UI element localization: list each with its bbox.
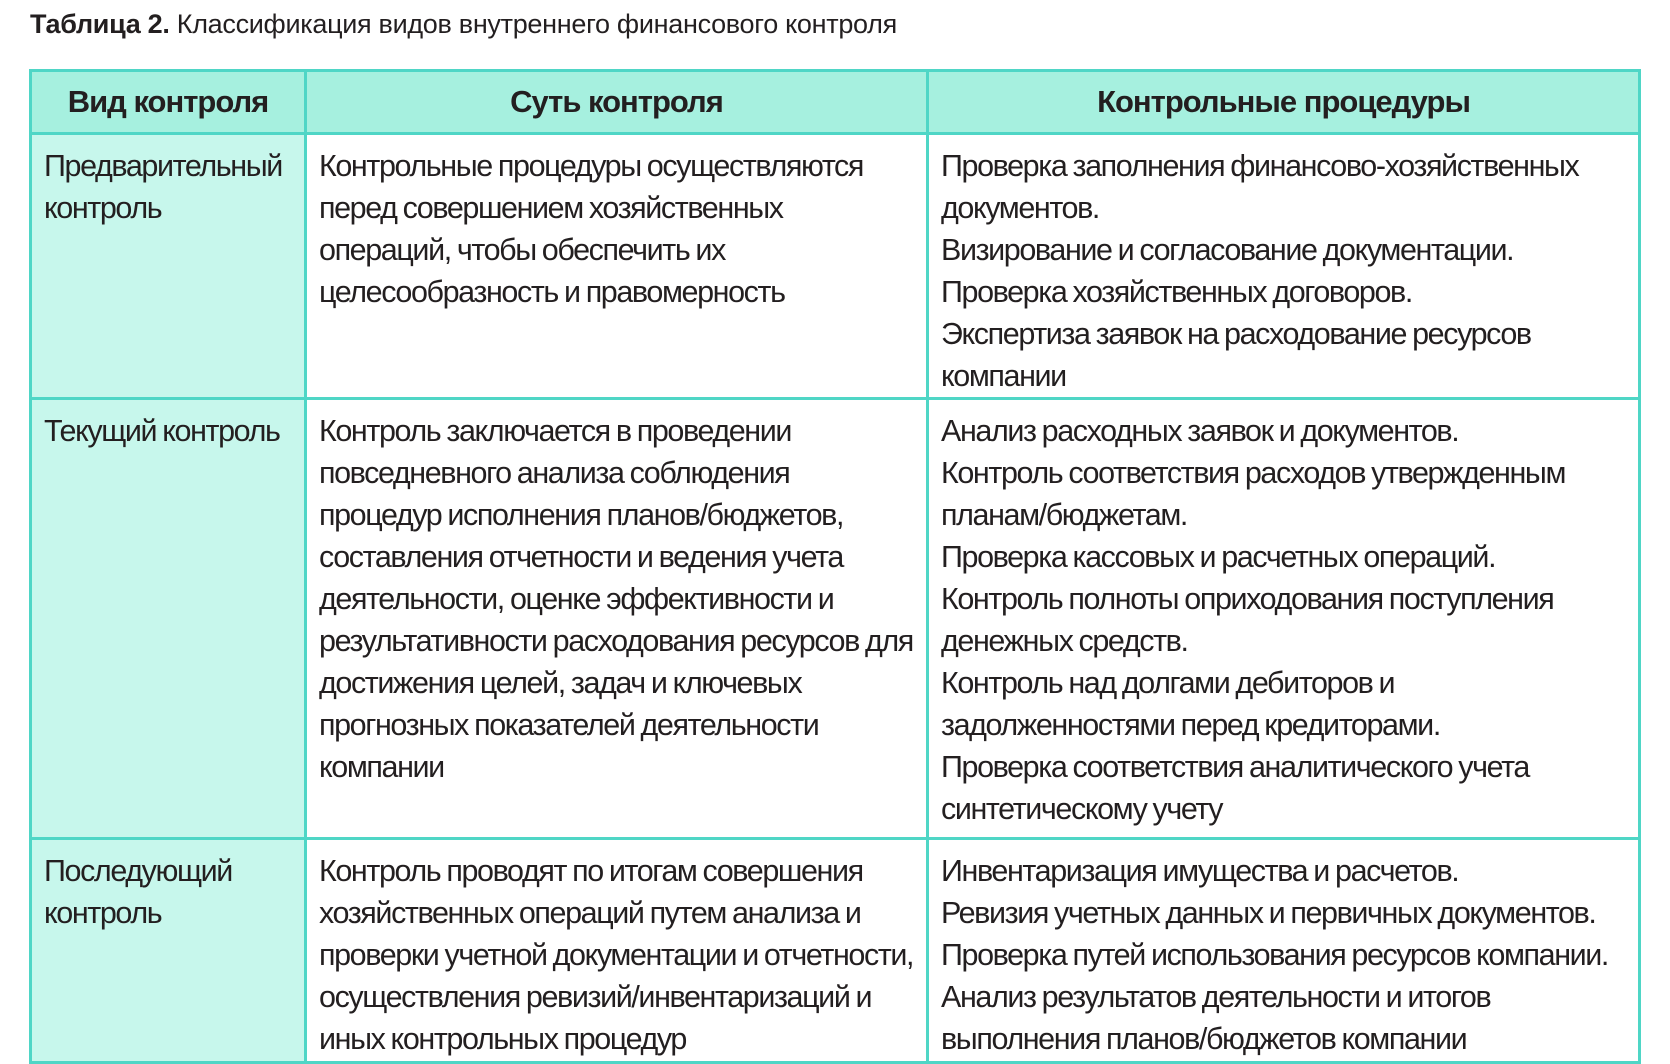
control-type-cell (31, 399, 306, 839)
procedure-item: Контроль над долгами дебиторов и задолженностями перед кредиторами. (941, 666, 1440, 742)
procedures-list (929, 840, 1638, 1060)
control-type-text: Предварительный контроль (44, 149, 282, 225)
procedure-item: Контроль полноты оприходования поступления денежных средств. (941, 582, 1554, 658)
header-control-procedures: Контрольные процедуры (928, 71, 1640, 134)
procedure-item: Проверка кассовых и расчетных операций. (941, 540, 1496, 574)
header-control-essence: Суть контроля (306, 71, 928, 134)
procedure-item: Экспертиза заявок на расходование ресурсов компании (941, 317, 1531, 393)
procedure-item: Визирование и согласование документации. (941, 233, 1514, 267)
procedure-item: Проверка путей использования ресурсов компании. (941, 938, 1608, 972)
control-type-text: Текущий контроль (44, 414, 280, 448)
control-type-text: Последующий контроль (44, 854, 232, 930)
procedure-item: Контроль соответствия расходов утвержденным планам/бюджетам. (941, 456, 1566, 532)
control-type-cell (31, 134, 306, 399)
procedure-item: Инвентаризация имущества и расчетов. (941, 854, 1459, 888)
control-procedures-cell (928, 134, 1640, 399)
table-row (31, 399, 1640, 839)
control-procedures-cell (928, 839, 1640, 1063)
procedure-item: Анализ результатов деятельности и итогов выполнения планов/бюджетов компании (941, 980, 1491, 1056)
procedures-list (929, 135, 1638, 397)
control-type-cell (31, 839, 306, 1063)
procedure-item: Проверка соответствия аналитического учета синтетическому учету (941, 750, 1529, 826)
control-essence-cell (306, 134, 928, 399)
table-caption-text: Классификация видов внутреннего финансового контроля (169, 9, 897, 39)
table-row (31, 134, 1640, 399)
procedure-item: Проверка хозяйственных договоров. (941, 275, 1412, 309)
control-essence-text: Контрольные процедуры осуществляются перед совершением хозяйственных операций, чтобы обеспечить их целесообразность и правомерность (319, 149, 864, 309)
table-caption-label: Таблица 2. (30, 9, 170, 39)
procedures-list (929, 400, 1638, 830)
control-essence-text: Контроль проводят по итогам совершения хозяйственных операций путем анализа и проверки учетной документации и отчетности, осуществления ревизий/инвентаризаций и иных контрольных процедур (319, 854, 914, 1056)
control-essence-text: Контроль заключается в проведении повседневного анализа соблюдения процедур исполнения планов/бюджетов, составления отчетности и ведения учета деятельности, оценке эффективности и результативности расходования ресурсов для достижения целей, задач и ключевых прогнозных показателей деятельности компании (319, 414, 913, 784)
table-header-row (31, 71, 1640, 134)
procedure-item: Ревизия учетных данных и первичных документов. (941, 896, 1596, 930)
procedure-item: Анализ расходных заявок и документов. (941, 414, 1459, 448)
header-control-type: Вид контроля (31, 71, 306, 134)
table-row (31, 839, 1640, 1063)
control-classification-table (29, 69, 1641, 1064)
control-essence-cell (306, 399, 928, 839)
control-procedures-cell (928, 399, 1640, 839)
control-essence-cell (306, 839, 928, 1063)
procedure-item: Проверка заполнения финансово-хозяйственных документов. (941, 149, 1579, 225)
table-caption (30, 6, 897, 42)
